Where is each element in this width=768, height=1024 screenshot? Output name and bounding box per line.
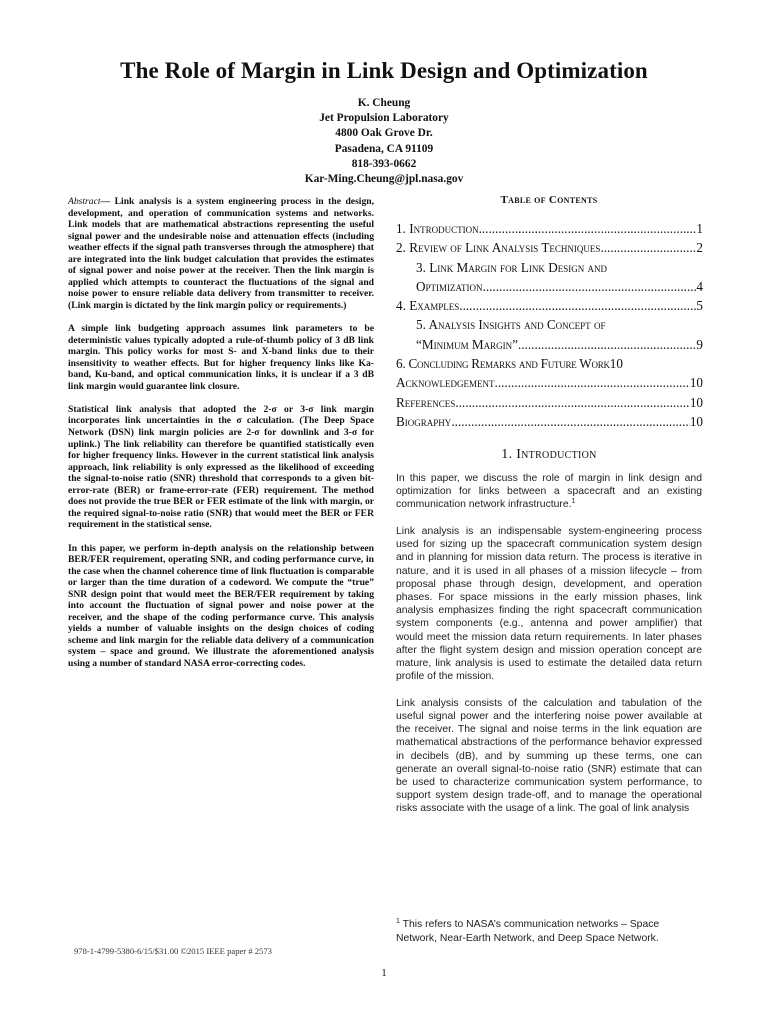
footnote-marker: 1 [571, 498, 576, 506]
intro-paragraph-2: Link analysis is an indispensable system-engineering process used for sizing up the spacecraft communication system design and in planning for mission data return. The process is iterative in nature, and it is used in all phases of a mission lifecycle – from proposal phase through design, development, and operation phases. For space missions in the early mission phases, link analysis emphasizes finding the right spacecraft communication system components (e.g., antenna and power amplifier) that would meet the mission data return requirements. In later phases after the flight system design and mission operation concept are mature, link analysis is used to estimate the detailed data return profile of the mission. [396, 526, 702, 683]
toc-item-analysis-cont[interactable]: “Minimum Margin” ..... 9 [396, 335, 703, 354]
author-block [0, 96, 768, 187]
toc-heading: Table of Contents [500, 194, 598, 206]
left-paragraph-2: Statistical link analysis that adopted the 2-σ or 3-σ link margin incorporates link uncertainties in the σ calculation. (The Deep Space Network (DSN) link margin policies are 2-σ for downlink and 3-σ for uplink.) The link reliability can therefore be quantified statistically even for higher frequency links. However in the current statistical link analysis approach, link reliability is only expressed as the likelihood of exceeding the signal-to-noise ratio (SNR) threshold that corresponds to a given bit-error-rate (BER) or frame-error-rate (FER) requirement. The method does not provide the true BER or FER estimate of the link with margin, or the required signal-to-noise ratio (SNR) that would meet the BER or FER requirement in the statistical sense. [68, 403, 374, 531]
section-heading-introduction: 1. Introduction [501, 447, 597, 462]
page-number: 1 [381, 967, 387, 979]
toc-item-analysis[interactable]: 5. Analysis Insights and Concept of [416, 317, 606, 333]
toc-item-concluding[interactable]: 6. Concluding Remarks and Future Work 10 [396, 356, 623, 372]
toc-item-references[interactable]: References ..... 10 [396, 393, 703, 412]
right-column [396, 472, 702, 829]
toc-item-biography[interactable]: Biography ..... 10 [396, 412, 703, 431]
table-of-contents [396, 219, 703, 431]
author-phone: 818-393-0662 [351, 157, 417, 170]
intro-paragraph-3: Link analysis consists of the calculation and tabulation of the useful signal power and the interfering noise power available at the receiver. The signal and noise terms in the link equation are mathematical abstractions of the performance behavior expressed in decibels (dB), and by summing up these terms, one can generate an overall signal-to-noise ratio (SNR) estimate that can be used to characterize communication system performance, to support system design trade-off, and to manage the operational risks associate with the usage of a link. The goal of link analysis [396, 697, 702, 815]
paper-title: The Role of Margin in Link Design and Optimization [120, 58, 648, 83]
intro-paragraph-1: In this paper, we discuss the role of margin in link design and optimization for links between a spacecraft and an existing communication network infrastructure.$^1$ [396, 473, 702, 511]
toc-item-acknowledgement[interactable]: Acknowledgement ..... 10 [396, 373, 703, 392]
author-affiliation: Jet Propulsion Laboratory [319, 112, 449, 125]
toc-item-link-margin[interactable]: 3. Link Margin for Link Design and [416, 259, 608, 275]
abstract-text: Link analysis is a system engineering process in the design, development, and operation of communication systems and networks. Link models that are mathematical abstractions representing the useful signal power and the undesirable noise and attenuation effects (including weather effects if the signal path transverses through the atmosphere) that are integrated into the link budget calculation that provides the estimates of signal power and noise power at the receiver. Then the link margin is applied which attempts to counteract the fluctuations of the signal and noise power to ensure reliable data delivery from transmitter to receiver. (Link margin is dictated by the link margin policy or requirements.) [68, 196, 374, 311]
copyright-line: 978-1-4799-5380-6/15/$31.00 ©2015 IEEE paper # 2573 [74, 946, 272, 956]
author-name: K. Cheung [357, 97, 411, 109]
left-column [68, 196, 374, 681]
author-email: Kar-Ming.Cheung@jpl.nasa.gov [304, 173, 464, 186]
abstract [68, 196, 374, 311]
author-street: 4800 Oak Grove Dr. [335, 127, 433, 140]
left-paragraph-3: In this paper, we perform in-depth analysis on the relationship between BER/FER requirement, operating SNR, and coding performance curve, in the case when the channel coherence time of link fluctuation is comparable or larger than the time duration of a codeword. We compute the “true” SNR design point that would meet the BER/FER requirement by taking into account the fluctuation of signal power and noise power at the receiver, and the shape of the coding performance curve. This analysis yields a number of valuable insights on the design choices of coding scheme and link margin for the reliable data delivery of a communication system – space and ground. We illustrate the aforementioned analysis using a number of standard NASA error-correcting codes. [68, 542, 374, 670]
footnote [396, 918, 702, 945]
toc-item-introduction[interactable]: 1. Introduction ..... 1 [396, 219, 703, 238]
left-paragraph-1: A simple link budgeting approach assumes link parameters to be deterministic values typically adopted a rule-of-thumb policy of 3 dB link margin. This policy works for most S- and X-band links due to their insensitivity to weather effects. But for higher frequency links like Ka-band, Ku-band, and optical communication links, it is unclear if a 3 dB link margin would guarantee link closure. [68, 323, 374, 392]
abstract-label: Abstract [68, 196, 101, 207]
toc-item-link-margin-cont[interactable]: Optimization ..... 4 [396, 277, 703, 296]
author-city: Pasadena, CA 91109 [334, 142, 434, 155]
abstract-dash: — [100, 196, 115, 207]
toc-item-examples[interactable]: 4. Examples ..... 5 [396, 296, 703, 315]
footnote-text: This refers to NASA’s communication networks – Space Network, Near-Earth Network, and Deep Space Network. [396, 919, 660, 944]
footnote-number: 1 [396, 918, 400, 925]
toc-item-review[interactable]: 2. Review of Link Analysis Techniques ..... 2 [396, 238, 703, 257]
